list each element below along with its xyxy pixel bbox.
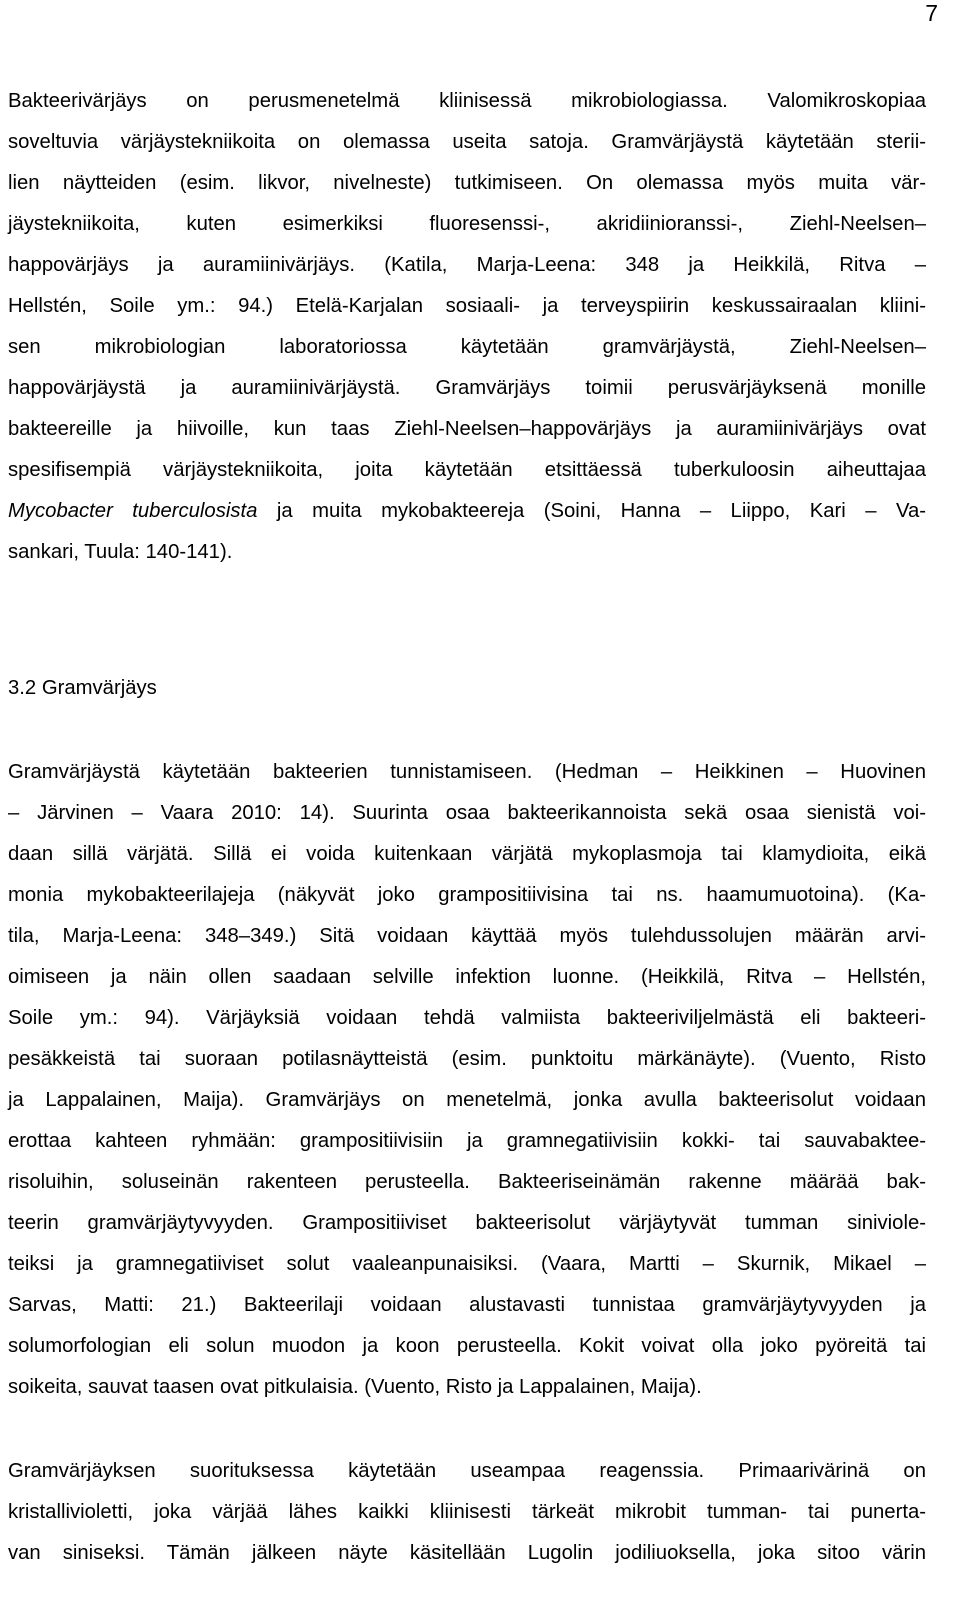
paragraph-line: daan sillä värjätä. Sillä ei voida kuitenkaan värjätä mykoplasmoja tai klamydioita, eikä [8,843,926,865]
paragraph-line-with-species-name [8,499,926,523]
paragraph-line: Gramvärjäyksen suorituksessa käytetään useampaa reagenssia. Primaarivärinä on [8,1460,926,1482]
paragraph-line: risoluihin, soluseinän rakenteen perusteella. Bakteeriseinämän rakenne määrää bak- [8,1171,926,1193]
page-number: 7 [925,0,938,26]
paragraph-line: teerin gramvärjäytyvyyden. Grampositiiviset bakteerisolut värjäytyvät tumman siniviole- [8,1212,926,1234]
paragraph-line: ja Lappalainen, Maija). Gramvärjäys on menetelmä, jonka avulla bakteerisolut voidaan [8,1089,926,1111]
paragraph-line: Soile ym.: 94). Värjäyksiä voidaan tehdä valmiista bakteeriviljelmästä eli bakteeri- [8,1007,926,1029]
paragraph-line: van siniseksi. Tämän jälkeen näyte käsitellään Lugolin jodiliuoksella, joka sitoo värin [8,1542,926,1564]
paragraph-line: soikeita, sauvat taasen ovat pitkulaisia. (Vuento, Risto ja Lappalainen, Maija). [8,1376,702,1398]
paragraph-line: Hellstén, Soile ym.: 94.) Etelä-Karjalan sosiaali- ja terveyspiirin keskussairaalan kliini- [8,295,926,317]
paragraph-line: happovärjäystä ja auramiinivärjäystä. Gramvärjäys toimii perusvärjäyksenä monille [8,377,926,399]
paragraph-line: happovärjäys ja auramiinivärjäys. (Katila, Marja-Leena: 348 ja Heikkilä, Ritva – [8,254,926,276]
paragraph-line: spesifisempiä värjäystekniikoita, joita käytetään etsittäessä tuberkuloosin aiheuttajaa [8,459,926,481]
paragraph-line: Gramvärjäystä käytetään bakteerien tunnistamiseen. (Hedman – Heikkinen – Huovinen [8,761,926,783]
paragraph-line: soveltuvia värjäystekniikoita on olemassa useita satoja. Gramvärjäystä käytetään sterii- [8,131,926,153]
paragraph-line: – Järvinen – Vaara 2010: 14). Suurinta osaa bakteerikannoista sekä osaa sienistä voi- [8,802,926,824]
paragraph-line: sen mikrobiologian laboratoriossa käytetään gramvärjäystä, Ziehl-Neelsen– [8,336,926,358]
paragraph-line-rest: ja muita mykobakteereja (Soini, Hanna – Liippo, Kari – Va- [257,500,927,522]
paragraph-line: lien näytteiden (esim. likvor, nivelneste) tutkimiseen. On olemassa myös muita vär- [8,172,926,194]
paragraph-line: teiksi ja gramnegatiiviset solut vaaleanpunaisiksi. (Vaara, Martti – Skurnik, Mikael – [8,1253,926,1275]
paragraph-line: pesäkkeistä tai suoraan potilasnäytteistä (esim. punktoitu märkänäyte). (Vuento, Risto [8,1048,926,1070]
paragraph-line: kristallivioletti, joka värjää lähes kaikki kliinisesti tärkeät mikrobit tumman- tai punerta- [8,1501,926,1523]
paragraph-line: monia mykobakteerilajeja (näkyvät joko grampositiivisina tai ns. haamumuotoina). (Ka- [8,884,926,906]
species-name: Mycobacter tuberculosista [8,500,258,522]
paragraph-line: tila, Marja-Leena: 348–349.) Sitä voidaan käyttää myös tulehdussolujen määrän arvi- [8,925,926,947]
paragraph-line: oimiseen ja näin ollen saadaan selville infektion luonne. (Heikkilä, Ritva – Hellstén, [8,966,926,988]
paragraph-line: Sarvas, Matti: 21.) Bakteerilaji voidaan alustavasti tunnistaa gramvärjäytyvyyden ja [8,1294,926,1316]
paragraph-line: jäystekniikoita, kuten esimerkiksi fluoresenssi-, akridiinioranssi-, Ziehl-Neelsen– [8,213,926,235]
paragraph-line: solumorfologian eli solun muodon ja koon perusteella. Kokit voivat olla joko pyöreitä tai [8,1335,926,1357]
paragraph-line: Bakteerivärjäys on perusmenetelmä kliinisessä mikrobiologiassa. Valomikroskopiaa [8,90,926,112]
paragraph-line: bakteereille ja hiivoille, kun taas Ziehl-Neelsen–happovärjäys ja auramiinivärjäys ovat [8,418,926,440]
paragraph-line: erottaa kahteen ryhmään: grampositiivisiin ja gramnegatiivisiin kokki- tai sauvabaktee- [8,1130,926,1152]
section-heading: 3.2 Gramvärjäys [8,677,157,699]
paragraph-line: sankari, Tuula: 140-141). [8,541,233,563]
